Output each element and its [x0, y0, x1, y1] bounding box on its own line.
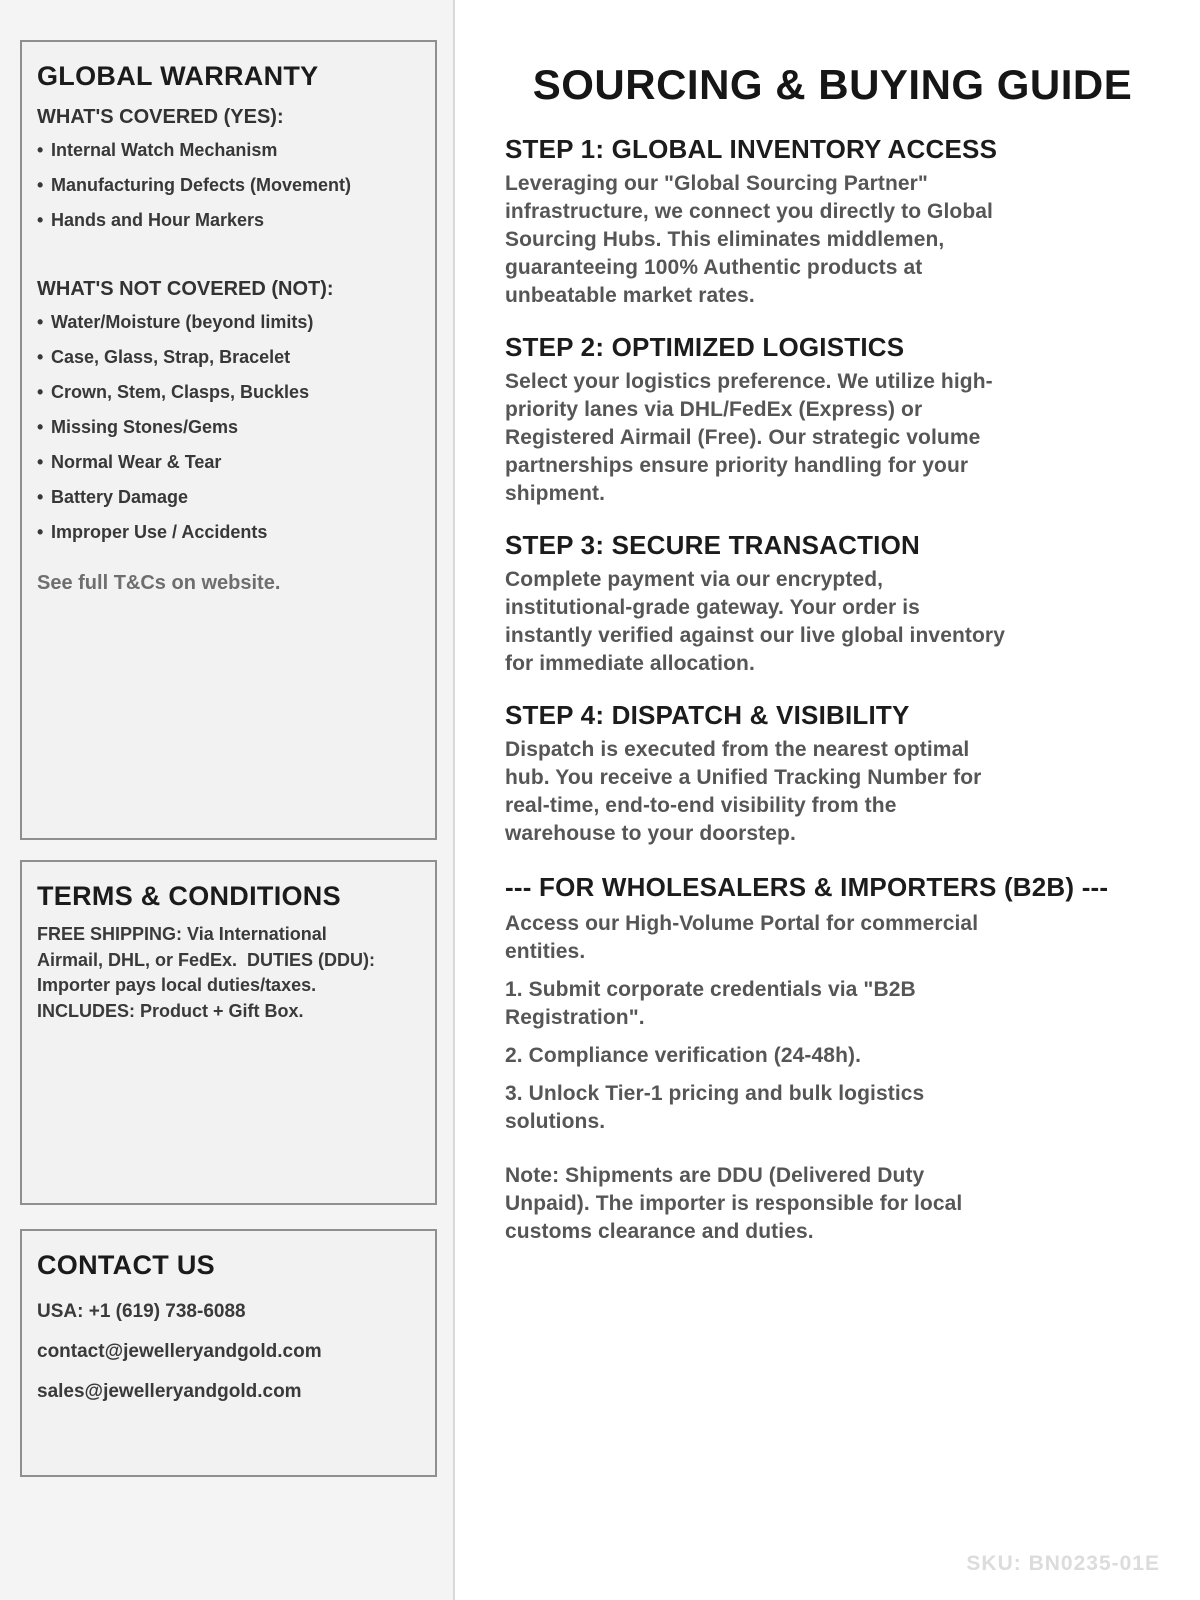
- covered-list: [37, 138, 420, 232]
- b2b-items: [505, 976, 1160, 1136]
- b2b-item: 1. Submit corporate credentials via "B2B Registration".: [505, 978, 916, 1029]
- not-covered-heading: WHAT'S NOT COVERED (NOT):: [37, 278, 334, 300]
- warranty-footnote: See full T&Cs on website.: [37, 572, 281, 594]
- step-heading: STEP 2: OPTIMIZED LOGISTICS: [505, 332, 905, 362]
- b2b-note: Note: Shipments are DDU (Delivered Duty Unpaid). The importer is responsible for local customs clearance and duties.: [505, 1164, 963, 1243]
- step-body: Leveraging our "Global Sourcing Partner" infrastructure, we connect you directly to Global Sourcing Hubs. This eliminates middlemen, guaranteeing 100% Authentic products at unbeatable market rates.: [505, 172, 993, 307]
- b2b-item: 2. Compliance verification (24-48h).: [505, 1044, 862, 1067]
- contact-title: CONTACT US: [37, 1250, 215, 1280]
- covered-heading: WHAT'S COVERED (YES):: [37, 106, 284, 128]
- contact-panel: [20, 1229, 437, 1477]
- main-content: [457, 0, 1200, 1246]
- b2b-section: [505, 872, 1160, 1246]
- not-covered-list: [37, 310, 420, 544]
- not-covered-item: • Case, Glass, Strap, Bracelet: [37, 345, 420, 369]
- step-heading: STEP 1: GLOBAL INVENTORY ACCESS: [505, 134, 998, 164]
- terms-title: TERMS & CONDITIONS: [37, 881, 341, 911]
- step-body: Complete payment via our encrypted, institutional-grade gateway. Your order is instantly verified against our live global inventory for immediate allocation.: [505, 568, 1005, 675]
- step-section: [505, 332, 1160, 508]
- step-section: [505, 700, 1160, 848]
- not-covered-item: • Normal Wear & Tear: [37, 450, 420, 474]
- not-covered-item: • Battery Damage: [37, 485, 420, 509]
- contact-list: [37, 1301, 420, 1403]
- terms-panel: [20, 860, 437, 1205]
- contact-line: sales@jewelleryandgold.com: [37, 1381, 302, 1402]
- contact-line: contact@jewelleryandgold.com: [37, 1341, 322, 1362]
- terms-body: FREE SHIPPING: Via International Airmail, DHL, or FedEx. DUTIES (DDU): Importer pays local duties/taxes. INCLUDES: Product + Gift Box.: [37, 924, 381, 1021]
- contact-line: USA: +1 (619) 738-6088: [37, 1301, 246, 1322]
- not-covered-item: • Missing Stones/Gems: [37, 415, 420, 439]
- step-body: Dispatch is executed from the nearest optimal hub. You receive a Unified Tracking Number for real-time, end-to-end visibility from the warehouse to your doorstep.: [505, 738, 982, 845]
- not-covered-item: • Water/Moisture (beyond limits): [37, 310, 420, 334]
- b2b-item: 3. Unlock Tier-1 pricing and bulk logistics solutions.: [505, 1082, 925, 1133]
- sidebar: [0, 0, 455, 1600]
- b2b-heading: --- FOR WHOLESALERS & IMPORTERS (B2B) ---: [505, 872, 1109, 902]
- step-section: [505, 134, 1160, 310]
- step-heading: STEP 4: DISPATCH & VISIBILITY: [505, 700, 910, 730]
- step-body: Select your logistics preference. We utilize high-priority lanes via DHL/FedEx (Express) or Registered Airmail (Free). Our strategic volume partnerships ensure priority handling for your shipment.: [505, 370, 993, 505]
- b2b-intro: Access our High-Volume Portal for commercial entities.: [505, 912, 979, 963]
- steps-list: [505, 134, 1160, 848]
- covered-item: • Hands and Hour Markers: [37, 208, 420, 232]
- warranty-title: GLOBAL WARRANTY: [37, 61, 319, 91]
- covered-item: • Manufacturing Defects (Movement): [37, 173, 420, 197]
- step-heading: STEP 3: SECURE TRANSACTION: [505, 530, 920, 560]
- not-covered-item: • Crown, Stem, Clasps, Buckles: [37, 380, 420, 404]
- global-warranty-panel: [20, 40, 437, 840]
- page-title: SOURCING & BUYING GUIDE: [532, 61, 1133, 108]
- covered-item: • Internal Watch Mechanism: [37, 138, 420, 162]
- sku-label: SKU: BN0235-01E: [966, 1552, 1160, 1575]
- not-covered-item: • Improper Use / Accidents: [37, 520, 420, 544]
- step-section: [505, 530, 1160, 678]
